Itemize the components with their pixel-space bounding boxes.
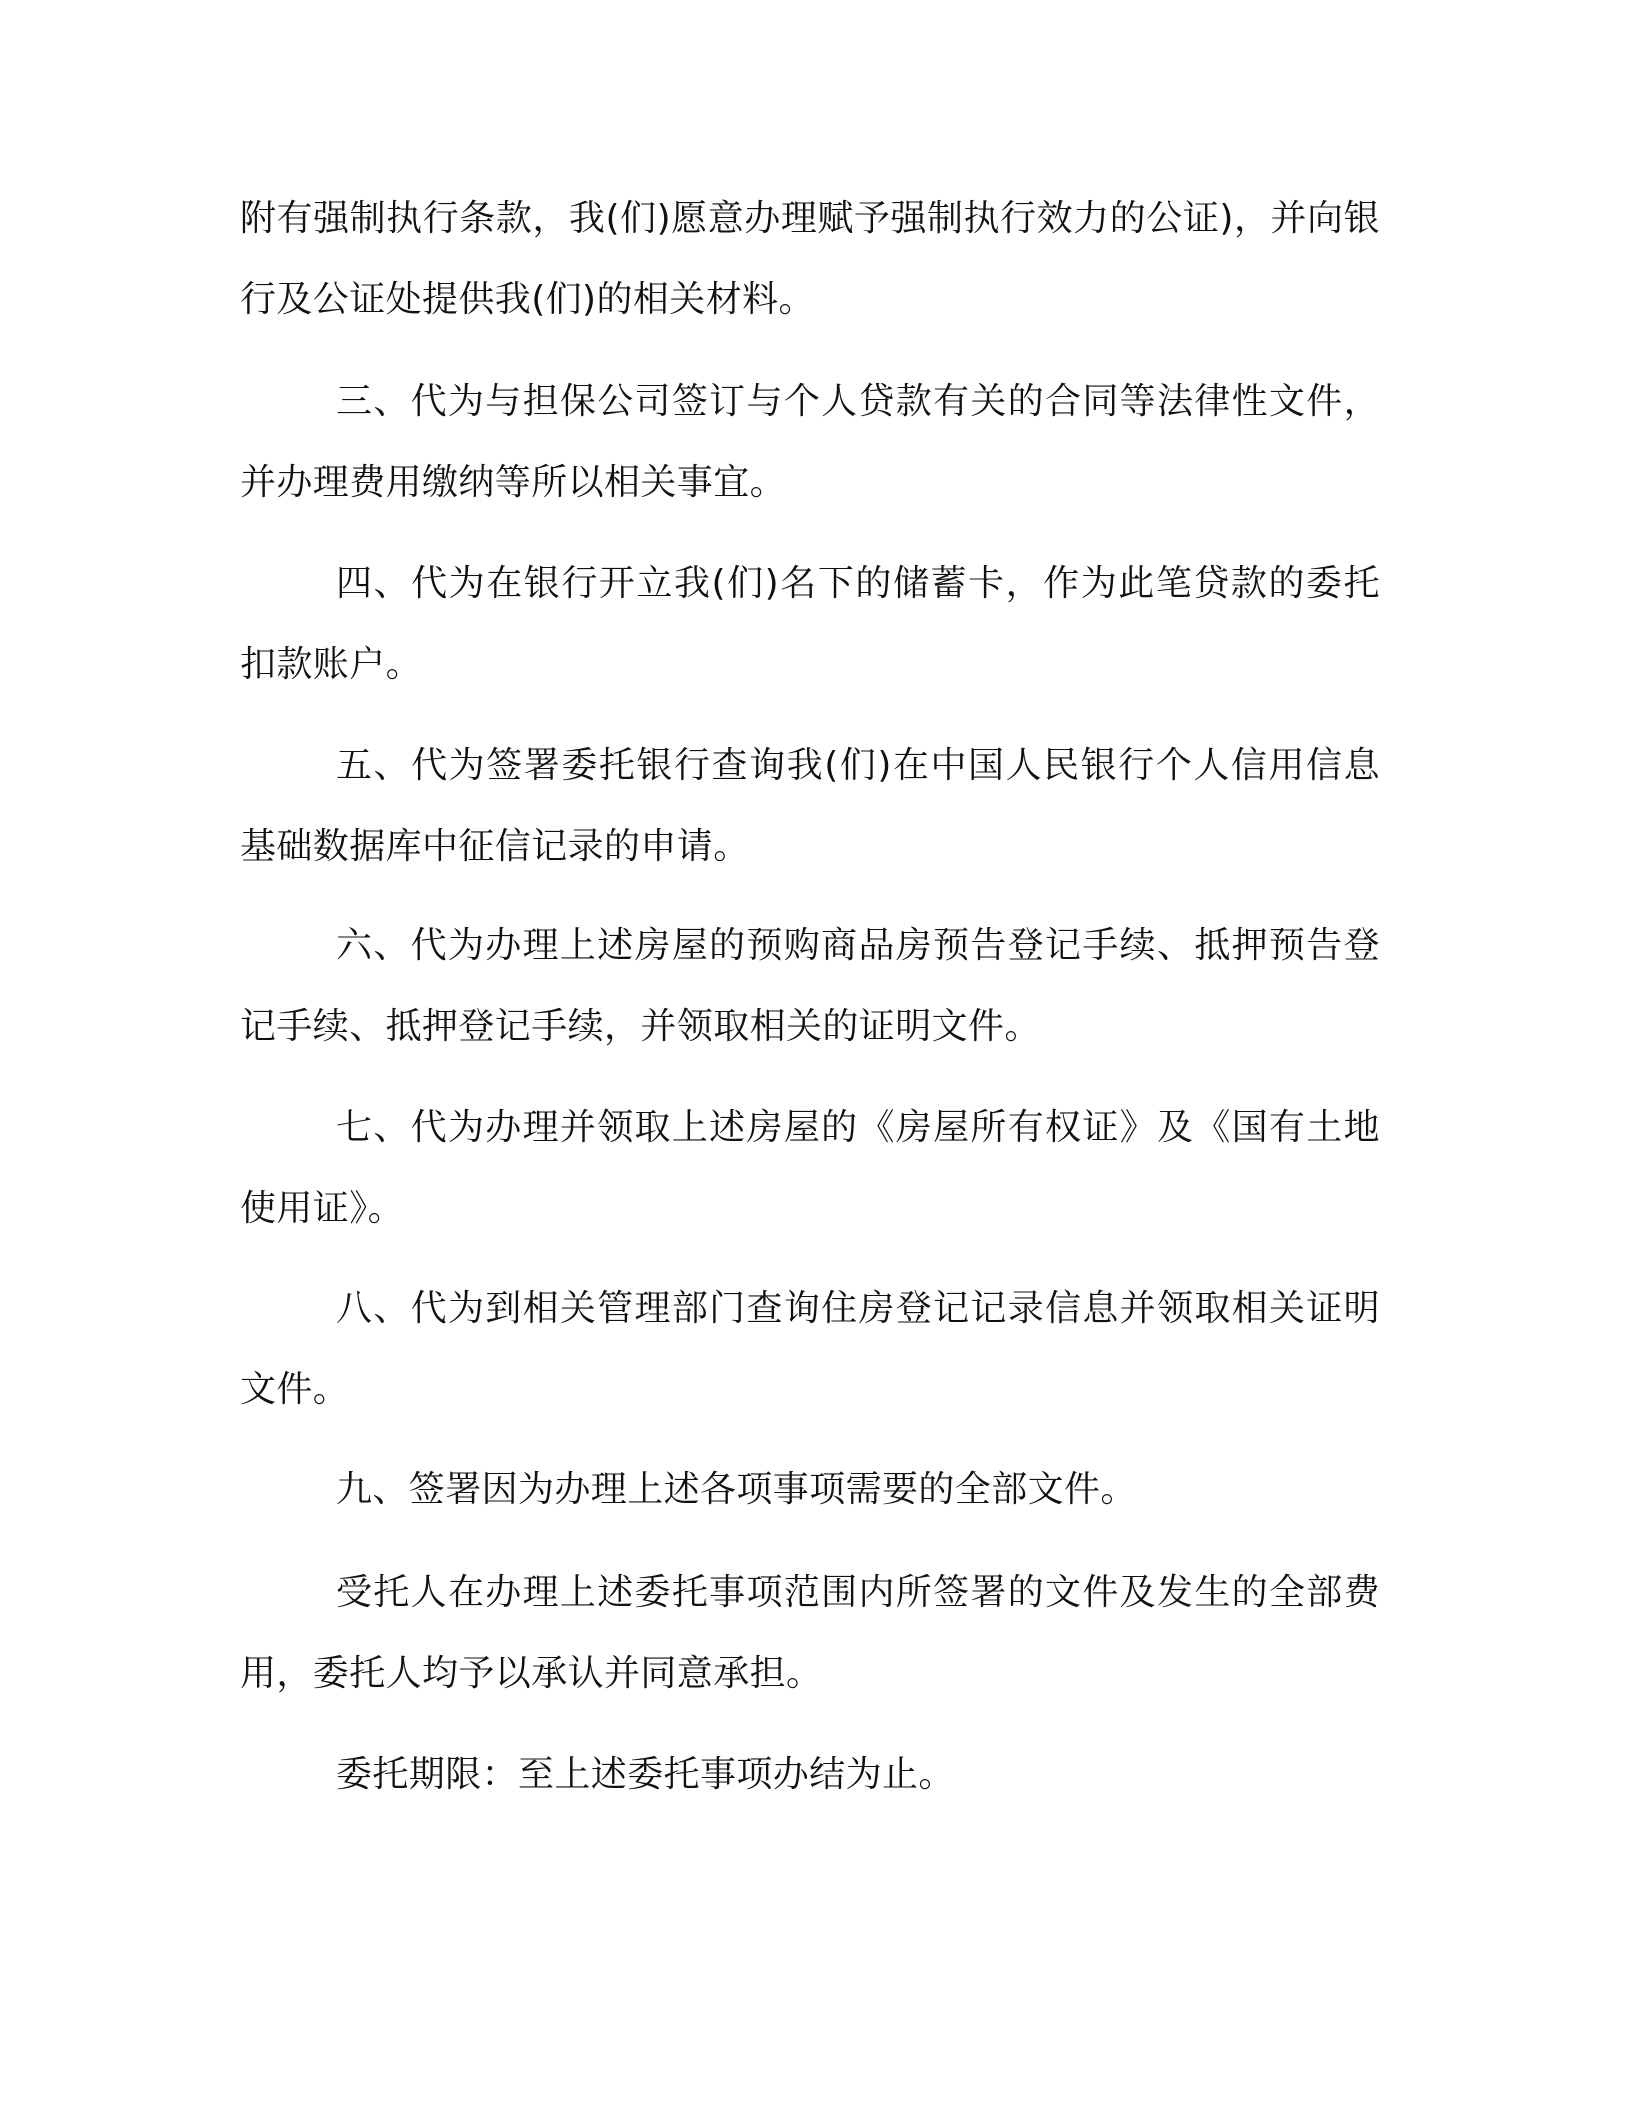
paragraph-costs-acknowledgement: 受托人在办理上述委托事项范围内所签署的文件及发生的全部费用，委托人均予以承认并同意承担。	[240, 1572, 1380, 1694]
paragraph-term-of-entrustment: 委托期限：至上述委托事项办结为止。	[336, 1754, 955, 1795]
paragraph-item-8: 八、代为到相关管理部门查询住房登记记录信息并领取相关证明文件。	[240, 1288, 1380, 1410]
paragraph-item-6: 六、代为办理上述房屋的预购商品房预告登记手续、抵押预告登记手续、抵押登记手续，并领取相关的证明文件。	[240, 925, 1380, 1047]
paragraph-item-5: 五、代为签署委托银行查询我(们)在中国人民银行个人信用信息基础数据库中征信记录的申请。	[240, 745, 1380, 867]
paragraph-item-3: 三、代为与担保公司签订与个人贷款有关的合同等法律性文件，并办理费用缴纳等所以相关事宜。	[240, 381, 1380, 503]
paragraph-item-7: 七、代为办理并领取上述房屋的《房屋所有权证》及《国有土地使用证》。	[240, 1107, 1380, 1229]
paragraph-continuation: 附有强制执行条款，我(们)愿意办理赋予强制执行效力的公证)，并向银行及公证处提供我(们)的相关材料。	[240, 198, 1380, 320]
paragraph-item-4: 四、代为在银行开立我(们)名下的储蓄卡，作为此笔贷款的委托扣款账户。	[240, 563, 1380, 685]
paragraph-item-9: 九、签署因为办理上述各项事项需要的全部文件。	[336, 1469, 1137, 1510]
